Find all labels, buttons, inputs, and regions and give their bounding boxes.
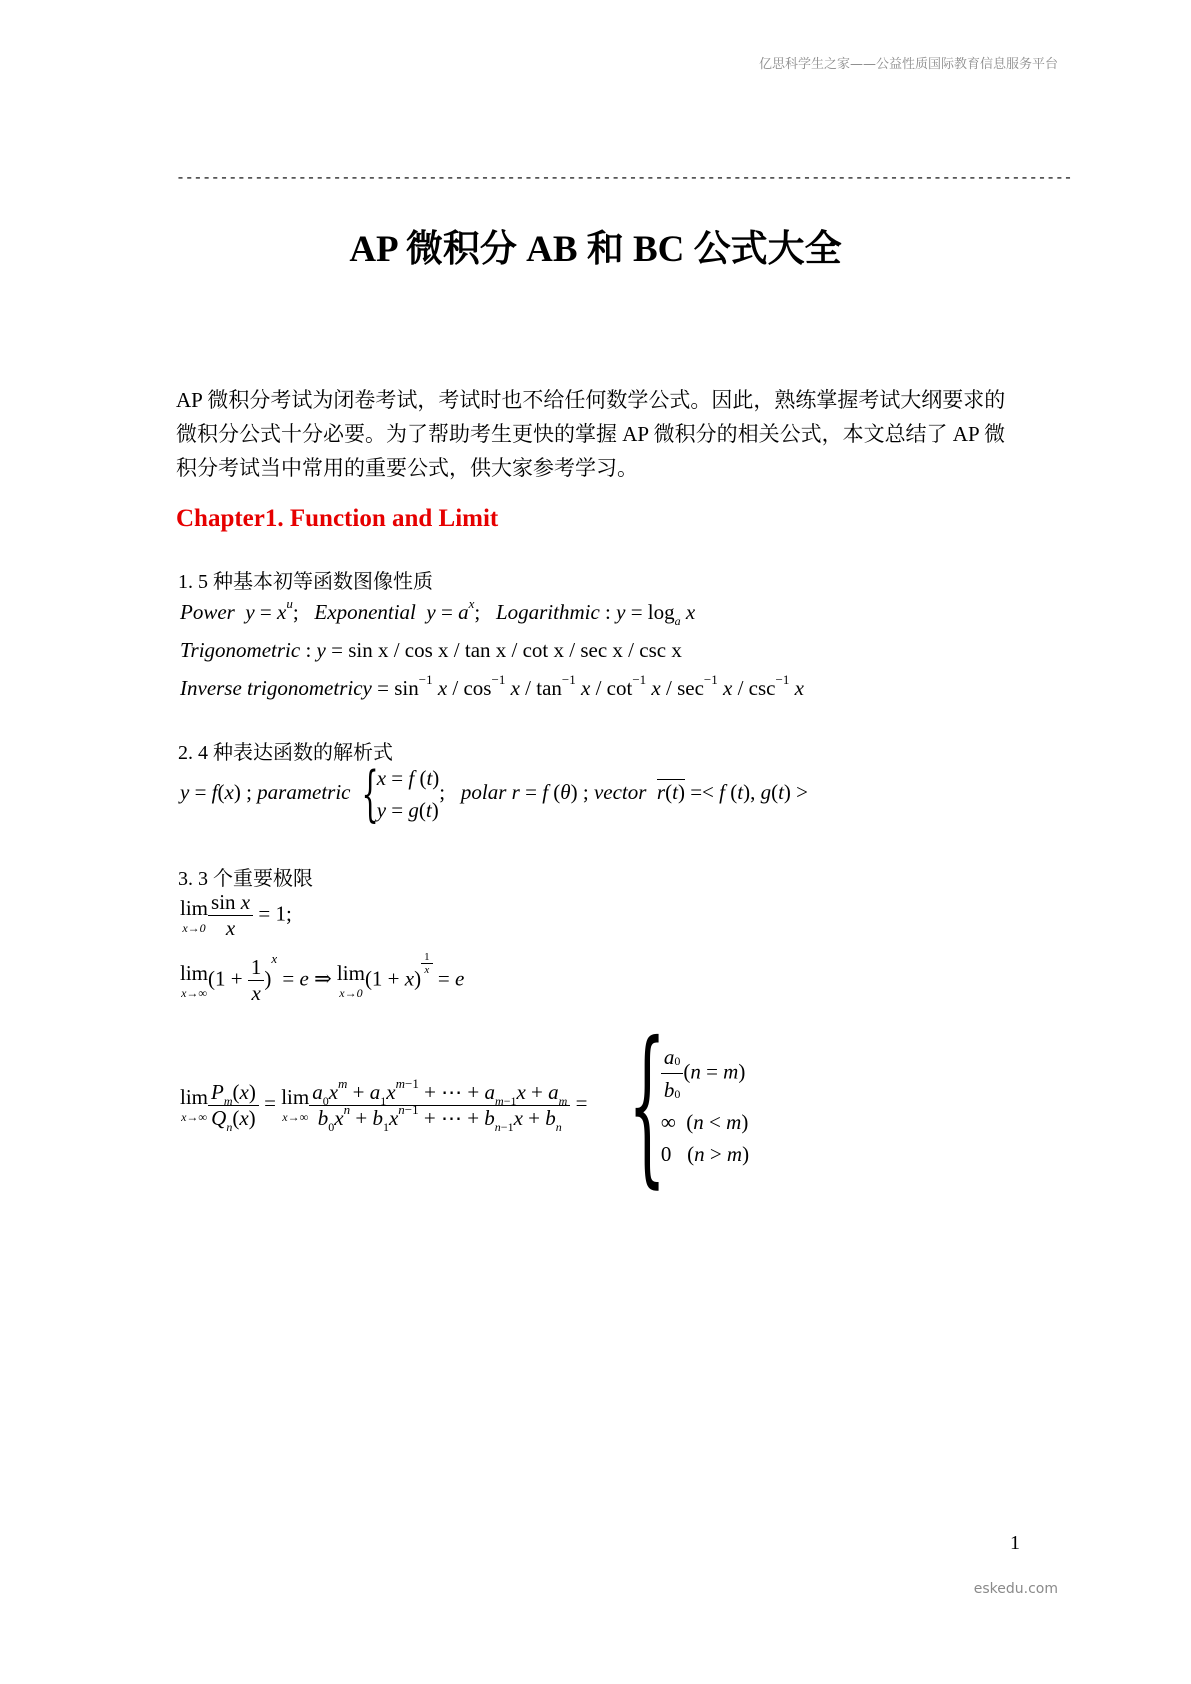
- formula-inverse-trig: Inverse trigonometricy = $\sin^{-1} x / \cos^{-1} x / \tan^{-1} x / \cot^{-1} x / \sec^{-1} x / \csc^{-1} x$: [180, 672, 804, 700]
- parametric-label: parametric: [257, 779, 351, 804]
- exponential-label: Exponential: [314, 600, 416, 624]
- chapter-heading: Chapter1. Function and Limit: [176, 505, 499, 532]
- section-3-heading: 3. 3 个重要极限: [178, 868, 313, 890]
- section-2-heading: 2. 4 种表达函数的解析式: [178, 742, 393, 764]
- formula-limit-rational: lim x→∞ $\frac{P_m(x)}{Q_n(x)}$ = lim x→∞ $\frac{a_0x^m + a_1x^{m-1} + \cdots + a_{m-1}x + a_m}{b_0x^n + b_1x^{n-1} + \cdots + b_{n-1}x + b_n}$ = { $\frac{a_0}{b_0}$ (n = m) ∞ (n < m) 0 (n > m): [180, 1006, 750, 1204]
- cases-brace: {: [627, 1006, 666, 1204]
- formula-limit-e: lim x→∞ (1 + $\frac{1}{x}$ )$^x$ = e ⇒ lim x→0 (1 + x) $^{\frac{1}{x}}$ = e: [180, 951, 465, 1005]
- left-brace: {: [361, 759, 379, 829]
- power-label: Power: [180, 600, 235, 624]
- footer-site: eskedu.com: [973, 1581, 1058, 1597]
- inverse-trig-label: Inverse trigonometricy: [180, 676, 372, 700]
- vector-label: vector: [593, 779, 647, 804]
- formula-function-forms: y = f(x) ; parametric { x = f (t) y = g(t) ; polar r = f (θ) ; vector r(t) =< f (t), g(t) >: [180, 759, 809, 829]
- divider-line: -------------------------------------------------------------------------------------------------------: [176, 170, 1073, 187]
- section-1-heading: 1. 5 种基本初等函数图像性质: [178, 571, 433, 593]
- logarithmic-label: Logarithmic: [495, 600, 600, 624]
- formula-limit-sin: lim x→0 $\frac{\text{sin x}}{x}$ = 1;: [180, 890, 292, 940]
- page-title: AP 微积分 AB 和 BC 公式大全: [349, 229, 842, 270]
- header-watermark: 亿思科学生之家——公益性质国际教育信息服务平台: [758, 57, 1058, 72]
- intro-paragraph: AP 微积分考试为闭卷考试，考试时也不给任何数学公式。因此，熟练掌握考试大纲要求的微积分公式十分必要。为了帮助考生更快的掌握 AP 微积分的相关公式，本文总结了 AP 微积分考试当中常用的重要公式，供大家参考学习。: [176, 388, 1006, 480]
- trigonometric-label: Trigonometric: [180, 638, 301, 662]
- page-number: 1: [1010, 1532, 1020, 1554]
- formula-power-exp-log: Power $y = x^u$; Exponential $y = a^x$; Logarithmic : $y = \log_a x$: [180, 596, 696, 628]
- polar-label: polar: [460, 779, 507, 804]
- formula-trigonometric: Trigonometric : y = sin x / cos x / tan x / cot x / sec x / csc x: [180, 638, 682, 662]
- trig-function-list: sin x / cos x / tan x / cot x / sec x / csc x: [348, 638, 682, 662]
